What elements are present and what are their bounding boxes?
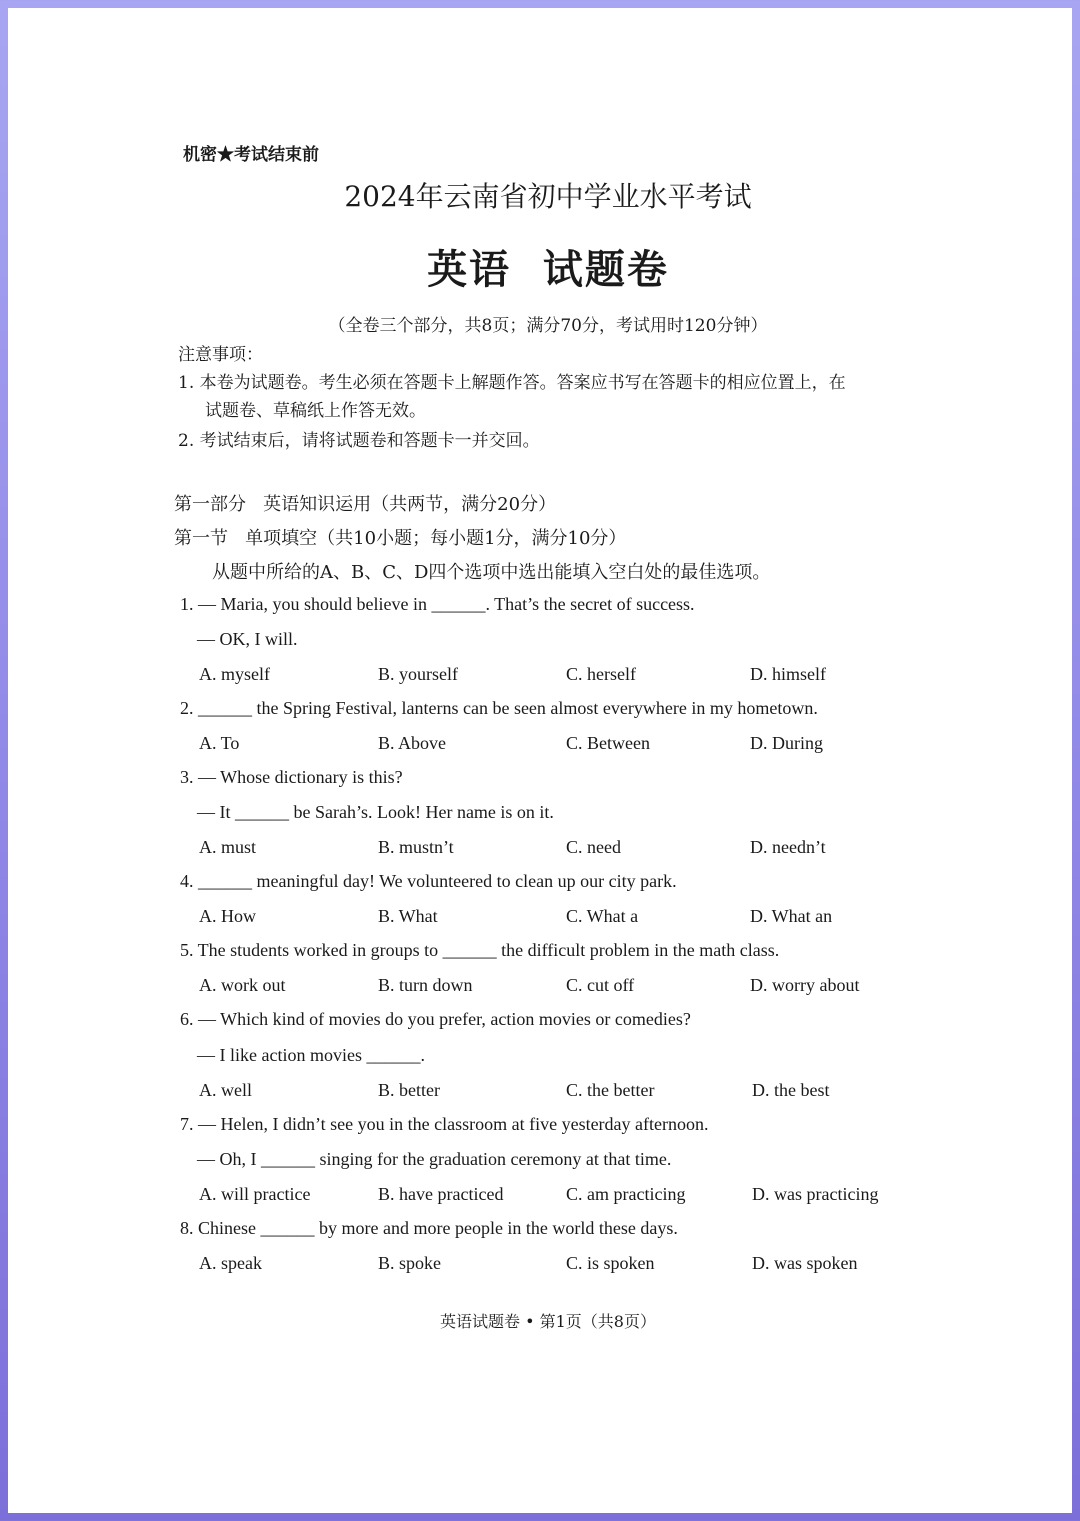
question-stem: 1. — Maria, you should believe in ______. That’s the secret of success. — [180, 594, 695, 614]
question-stem: 7. — Helen, I didn’t see you in the classroom at five yesterday afternoon. — [180, 1114, 709, 1134]
exam-page — [8, 8, 1072, 1513]
section-instruction: 从题中所给的A、B、C、D四个选项中选出能填入空白处的最佳选项。 — [212, 562, 771, 583]
page-footer: 英语试题卷 • 第1页（共8页） — [440, 1312, 656, 1331]
option-d: D. was spoken — [752, 1253, 858, 1273]
option-a: A. work out — [199, 975, 286, 995]
option-c: C. What a — [566, 906, 639, 926]
option-b: B. spoke — [378, 1253, 441, 1273]
option-a: A. speak — [199, 1253, 262, 1273]
option-a: A. myself — [199, 664, 270, 684]
option-a: A. will practice — [199, 1184, 311, 1204]
option-c: C. the better — [566, 1080, 655, 1100]
option-a: A. well — [199, 1080, 252, 1100]
option-d: D. During — [750, 733, 823, 753]
question-stem: 3. — Whose dictionary is this? — [180, 767, 403, 787]
part-heading: 第一部分 英语知识运用（共两节，满分20分） — [174, 494, 557, 515]
notice-item-1-continued: 试题卷、草稿纸上作答无效。 — [205, 401, 426, 421]
option-c: C. herself — [566, 664, 636, 684]
option-a: A. How — [199, 906, 256, 926]
notice-item-2: 2. 考试结束后，请将试题卷和答题卡一并交回。 — [178, 431, 540, 451]
option-c: C. cut off — [566, 975, 635, 995]
option-b: B. turn down — [378, 975, 473, 995]
question-stem: 5. The students worked in groups to ______ the difficult problem in the math class. — [180, 940, 780, 960]
option-b: B. have practiced — [378, 1184, 504, 1204]
option-b: B. better — [378, 1080, 440, 1100]
question-reply: — OK, I will. — [197, 629, 298, 649]
question-stem: 2. ______ the Spring Festival, lanterns can be seen almost everywhere in my hometown. — [180, 698, 818, 718]
option-b: B. mustn’t — [378, 837, 454, 857]
option-c: C. need — [566, 837, 621, 857]
option-b: B. Above — [378, 733, 447, 753]
question-reply: — It ______ be Sarah’s. Look! Her name is on it. — [197, 802, 554, 822]
option-d: D. himself — [750, 664, 826, 684]
question-stem: 8. Chinese ______ by more and more people in the world these days. — [180, 1218, 678, 1238]
section-heading: 第一节 单项填空（共10小题；每小题1分，满分10分） — [174, 528, 627, 549]
notice-heading: 注意事项： — [178, 345, 263, 365]
option-d: D. the best — [752, 1080, 830, 1100]
option-a: A. must — [199, 837, 257, 857]
option-c: C. is spoken — [566, 1253, 655, 1273]
option-d: D. What an — [750, 906, 833, 926]
exam-title: 2024年云南省初中学业水平考试 — [344, 180, 752, 213]
option-d: D. needn’t — [750, 837, 826, 857]
option-c: C. am practicing — [566, 1184, 686, 1204]
option-d: D. worry about — [750, 975, 860, 995]
notice-item-1: 1. 本卷为试题卷。考生必须在答题卡上解题作答。答案应书写在答题卡的相应位置上，在 — [178, 373, 846, 393]
option-a: A. To — [199, 733, 240, 753]
question-stem: 4. ______ meaningful day! We volunteered to clean up our city park. — [180, 871, 677, 891]
question-stem: 6. — Which kind of movies do you prefer, action movies or comedies? — [180, 1009, 691, 1029]
option-b: B. yourself — [378, 664, 458, 684]
option-c: C. Between — [566, 733, 650, 753]
confidential-label: 机密★考试结束前 — [183, 145, 319, 165]
exam-info: （全卷三个部分，共8页；满分70分，考试用时120分钟） — [328, 316, 768, 336]
option-d: D. was practicing — [752, 1184, 879, 1204]
question-reply: — I like action movies ______. — [197, 1045, 425, 1065]
option-b: B. What — [378, 906, 438, 926]
question-reply: — Oh, I ______ singing for the graduation ceremony at that time. — [197, 1149, 672, 1169]
subject-title: 英语 试题卷 — [427, 246, 669, 293]
